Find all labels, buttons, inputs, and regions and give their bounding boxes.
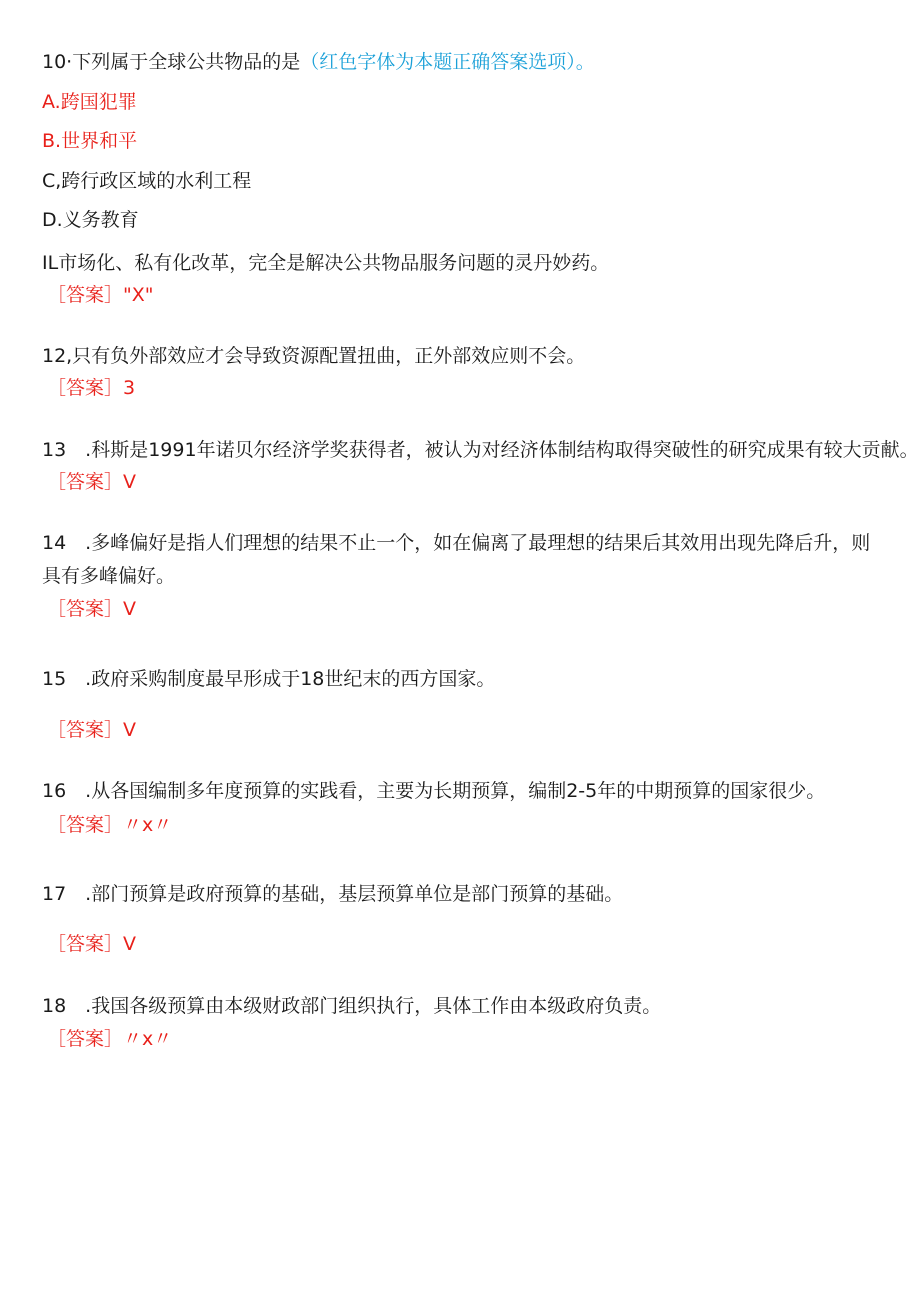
question-11-text: IL市场化、私有化改革，完全是解决公共物品服务问题的灵丹妙药。 xyxy=(42,252,610,274)
question-15-answer: ［答案］V xyxy=(47,719,136,741)
question-14-answer: ［答案］V xyxy=(47,598,136,620)
question-10-text: 下列属于全球公共物品的是 xyxy=(72,51,301,73)
question-18-text: 18 .我国各级预算由本级财政部门组织执行，具体工作由本级政府负责。 xyxy=(42,995,662,1017)
question-12-answer: ［答案］3 xyxy=(47,377,136,399)
question-16-answer: ［答案］〃x〃 xyxy=(47,814,173,836)
question-17-text: 17 .部门预算是政府预算的基础，基层预算单位是部门预算的基础。 xyxy=(42,883,624,905)
question-18-answer: ［答案］〃x〃 xyxy=(47,1028,173,1050)
option-c: C,跨行政区域的水利工程 xyxy=(42,170,252,192)
question-16-text: 16 .从各国编制多年度预算的实践看，主要为长期预算，编制2-5年的中期预算的国家很少。 xyxy=(42,780,826,802)
question-11-answer: ［答案］"X" xyxy=(47,284,154,306)
question-15-text: 15 .政府采购制度最早形成于18世纪末的西方国家。 xyxy=(42,668,496,690)
question-10-end: 。 xyxy=(575,51,595,73)
question-10-number: 10· xyxy=(42,51,73,73)
question-13-text: 13 .科斯是1991年诺贝尔经济学奖获得者，被认为对经济体制结构取得突破性的研究成果有较大贡献。 xyxy=(42,439,919,461)
question-12-text: 12,只有负外部效应才会导致资源配置扭曲，正外部效应则不会。 xyxy=(42,345,586,367)
option-d: D.义务教育 xyxy=(42,209,139,231)
question-10-stem xyxy=(42,50,595,74)
option-b: B.世界和平 xyxy=(42,130,138,152)
question-17-answer: ［答案］V xyxy=(47,933,136,955)
question-14-text: 14 .多峰偏好是指人们理想的结果不止一个，如在偏离了最理想的结果后其效用出现先降后升，则具有多峰偏好。 xyxy=(42,532,871,587)
option-a: A.跨国犯罪 xyxy=(42,91,137,113)
question-10-hint: （红色字体为本题正确答案选项） xyxy=(300,51,576,73)
question-13-answer: ［答案］V xyxy=(47,471,136,493)
